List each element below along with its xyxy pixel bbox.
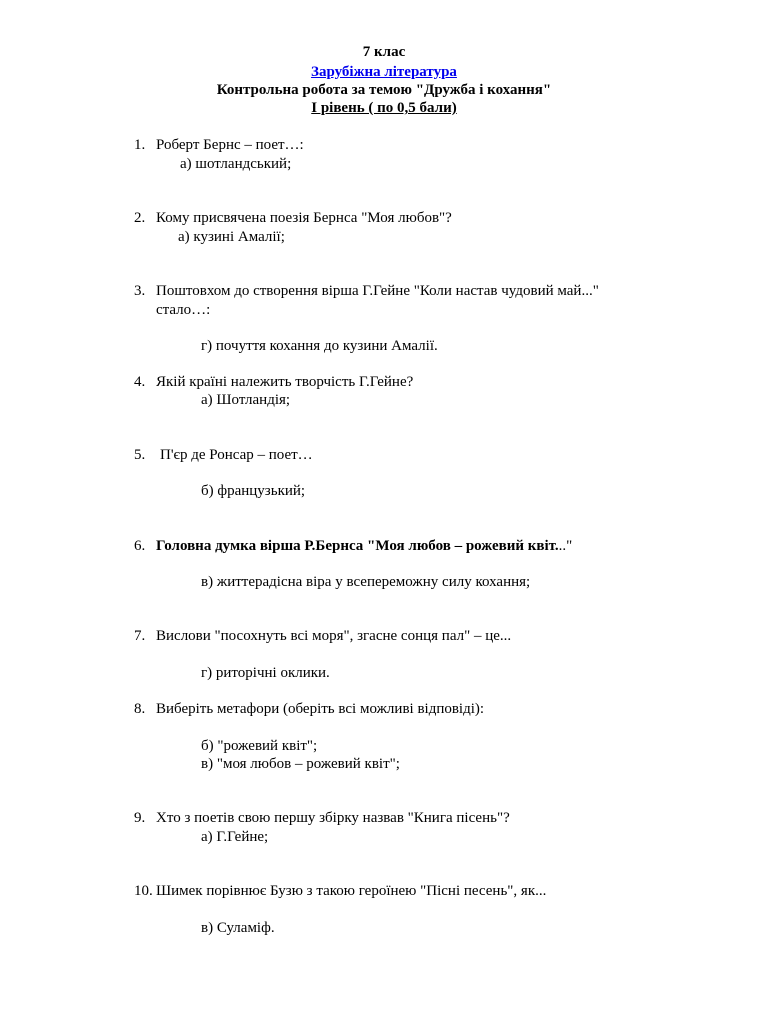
question-text: Поштовхом до створення вірша Г.Гейне "Коли настав чудовий май..." <box>156 283 599 299</box>
question-number: 1. <box>134 137 146 153</box>
level-heading: I рівень ( по 0,5 бали) <box>311 100 457 116</box>
question-text: Шимек порівнює Бузю з такою героїнею "Пісні песень", як... <box>156 883 547 899</box>
question-number: 7. <box>134 628 146 644</box>
question-text: Виберіть метафори (оберіть всі можливі відповіді): <box>156 701 485 717</box>
question-number: 2. <box>134 210 146 226</box>
test-title: Контрольна робота за темою "Дружба і кохання" <box>216 82 552 98</box>
answer-text: в) Суламіф. <box>201 920 275 936</box>
question-number: 8. <box>134 701 146 717</box>
question-text: Роберт Бернс – поет…: <box>156 137 304 153</box>
question-number: 4. <box>134 374 146 390</box>
question-text-continued: стало…: <box>156 302 211 318</box>
answer-text: б) французький; <box>201 483 306 499</box>
answer-text: а) Шотландія; <box>201 392 291 408</box>
answer-text: а) кузині Амалії; <box>178 229 285 245</box>
question-number: 10. <box>134 883 153 899</box>
question-text: Хто з поетів свою першу збірку назвав "Книга пісень"? <box>156 810 510 826</box>
question-text <box>156 537 572 555</box>
question-text-bold: Головна думка вірша Р.Бернса "Моя любов – рожевий квіт. <box>156 538 559 554</box>
question-text: Кому присвячена поезія Бернса "Моя любов"? <box>156 210 452 226</box>
question-number: 5. <box>134 447 146 463</box>
answer-text: г) почуття кохання до кузини Амалії. <box>201 338 438 354</box>
question-number: 3. <box>134 283 146 299</box>
question-text: П'єр де Ронсар – поет… <box>160 447 313 463</box>
question-text-tail: .." <box>558 538 573 554</box>
answer-text: а) шотландський; <box>180 156 292 172</box>
answer-text: б) "рожевий квіт"; <box>201 738 318 754</box>
question-number: 6. <box>134 538 146 554</box>
answer-text: г) риторічні оклики. <box>201 665 330 681</box>
question-text: Вислови "посохнуть всі моря", згасне сонця пал" – це... <box>156 628 512 644</box>
question-text: Якій країні належить творчість Г.Гейне? <box>156 374 414 390</box>
answer-text: в) "моя любов – рожевий квіт"; <box>201 756 400 772</box>
question-number: 9. <box>134 810 146 826</box>
subject-link[interactable]: Зарубіжна література <box>311 64 457 80</box>
answer-text: а) Г.Гейне; <box>201 829 269 845</box>
answer-text: в) життерадісна віра у всепереможну силу кохання; <box>201 574 531 590</box>
grade-heading: 7 клас <box>362 44 406 60</box>
